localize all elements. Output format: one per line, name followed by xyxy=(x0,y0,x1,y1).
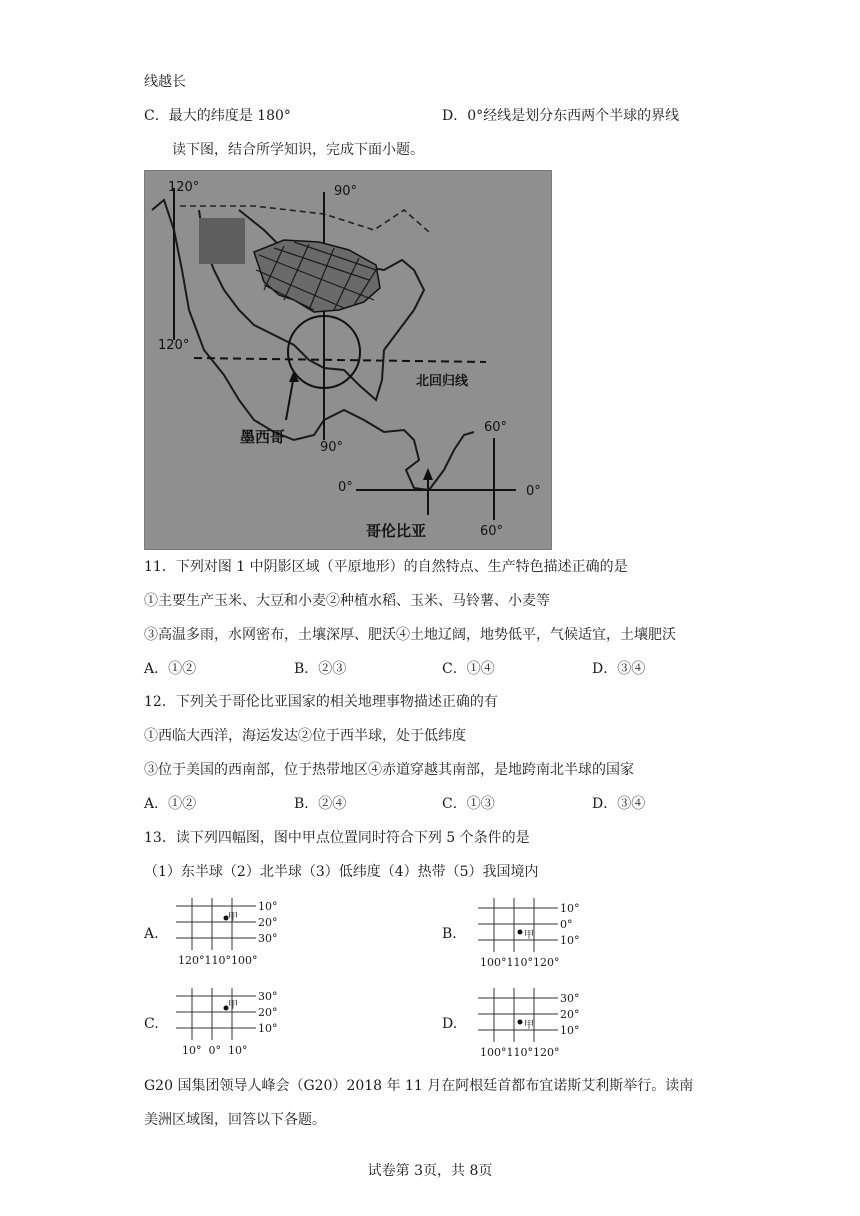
map-label-colombia: 哥伦比亚 xyxy=(366,522,427,540)
grid-c-point-label: 甲 xyxy=(228,1000,238,1011)
q12-option-b: B．②④ xyxy=(294,796,347,812)
q12-stem: 12．下列关于哥伦比亚国家的相关地理事物描述正确的有 xyxy=(144,694,498,710)
map-label-0-left: 0° xyxy=(338,480,353,495)
q13-option-c-letter: C. xyxy=(144,1016,159,1032)
g20-intro-line-1: G20 国集团领导人峰会（G20）2018 年 11 月在阿根廷首都布宜诺斯艾利斯举行。读南 xyxy=(144,1078,694,1094)
q10-option-c: C．最大的纬度是 180° xyxy=(144,108,291,124)
q12-statement-1: ①西临大西洋，海运发达②位于西半球，处于低纬度 xyxy=(144,728,466,744)
grid-a-lat-1: 10° xyxy=(258,900,278,913)
q12-option-d: D．③④ xyxy=(592,796,646,812)
grid-c-lat-3: 10° xyxy=(258,1022,278,1035)
q13-grid-c xyxy=(172,986,292,1062)
map-label-60-bottom: 60° xyxy=(480,524,504,539)
q10-option-d: D．0°经线是划分东西两个半球的界线 xyxy=(442,108,680,124)
q12-statement-2: ③位于美国的西南部，位于热带地区④赤道穿越其南部，是地跨南北半球的国家 xyxy=(144,762,634,778)
grid-a-lon: 120°110°100° xyxy=(178,954,258,967)
grid-a-point-label: 甲 xyxy=(228,912,238,923)
map-label-90-bottom: 90° xyxy=(320,440,344,455)
shaded-block-gray xyxy=(199,218,245,264)
map-label-120-left: 120° xyxy=(158,338,190,353)
grid-c-lon: 10° 0° 10° xyxy=(182,1044,248,1057)
grid-d-lon: 100°110°120° xyxy=(480,1046,560,1059)
grid-a-lat-3: 30° xyxy=(258,932,278,945)
q11-option-b: B．②③ xyxy=(294,661,347,677)
q13-option-a-letter: A. xyxy=(144,926,159,942)
map-label-mexico: 墨西哥 xyxy=(240,428,286,446)
q13-option-d-letter: D. xyxy=(442,1016,458,1032)
map-label-0-right: 0° xyxy=(526,484,541,499)
grid-b-lat-3: 10° xyxy=(560,934,580,947)
grid-d-point-label: 甲 xyxy=(524,1020,534,1031)
grid-b-point-label: 甲 xyxy=(524,930,534,941)
grid-c-lat-2: 20° xyxy=(258,1006,278,1019)
q13-grid-b xyxy=(474,896,594,972)
grid-b-lat-1: 10° xyxy=(560,902,580,915)
q11-option-c: C．①④ xyxy=(442,661,495,677)
grid-b-lat-2: 0° xyxy=(560,918,573,931)
page-footer: 试卷第 3页，共 8页 xyxy=(367,1163,493,1179)
q11-option-d: D．③④ xyxy=(592,661,646,677)
q13-stem: 13．读下列四幅图，图中甲点位置同时符合下列 5 个条件的是 xyxy=(144,830,530,846)
north-america-map-figure xyxy=(144,170,552,550)
g20-intro-line-2: 美洲区域图，回答以下各题。 xyxy=(144,1112,326,1128)
q11-stem: 11．下列对图 1 中阴影区域（平原地形）的自然特点、生产特色描述正确的是 xyxy=(144,559,628,575)
grid-a-lat-2: 20° xyxy=(258,916,278,929)
map-label-90-top: 90° xyxy=(334,184,358,199)
continued-text-line: 线越长 xyxy=(144,74,186,90)
q11-statement-1: ①主要生产玉米、大豆和小麦②种植水稻、玉米、马铃薯、小麦等 xyxy=(144,593,550,609)
read-map-instruction: 读下图，结合所学知识，完成下面小题。 xyxy=(172,142,424,158)
q13-grid-a xyxy=(172,896,292,972)
q13-grid-d xyxy=(474,986,594,1062)
q11-statement-2: ③高温多雨，水网密布，土壤深厚、肥沃④土地辽阔，地势低平，气候适宜，土壤肥沃 xyxy=(144,627,676,643)
map-label-60-top: 60° xyxy=(484,420,508,435)
grid-d-lat-2: 20° xyxy=(560,1008,580,1021)
q12-option-a: A．①② xyxy=(144,796,197,812)
q12-option-c: C．①③ xyxy=(442,796,495,812)
grid-b-lon: 100°110°120° xyxy=(480,956,560,969)
q11-option-a: A．①② xyxy=(144,661,197,677)
grid-c-lat-1: 30° xyxy=(258,990,278,1003)
map-label-tropic: 北回归线 xyxy=(416,374,469,389)
grid-d-lat-3: 10° xyxy=(560,1024,580,1037)
q13-option-b-letter: B. xyxy=(442,926,457,942)
q13-conditions: （1）东半球（2）北半球（3）低纬度（4）热带（5）我国境内 xyxy=(144,864,539,880)
map-label-120-top: 120° xyxy=(168,180,200,195)
grid-d-lat-1: 30° xyxy=(560,992,580,1005)
